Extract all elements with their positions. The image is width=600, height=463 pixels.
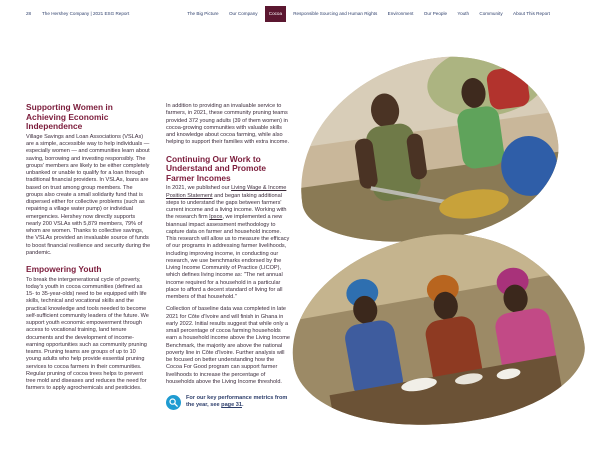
heading-empowering-youth: Empowering Youth: [26, 264, 102, 275]
text-span: In 2021, we published our: [166, 185, 232, 192]
text-span: and began taking additional steps to understand the gaps between farmers' current income and a living income. Working with the research firm: [166, 192, 287, 221]
paragraph-vsla: Village Savings and Loan Associations (VSLAs) are a simple, accessible way to help individuals — especially women — and communities learn about saving, borrowing and investing responsibly. The groups' members are likely to be either completely unbanked or unable to qualify for a loan through traditional financial providers. In VSLAs, loans are based on trust among group members. The groups also create a small solidarity fund that is dispersed either for collective problems (such as repairing a village water pump) or individual emergencies. Hershey now directly supports nearly 200 VSLAs with 5,879 members, 79% of whom are women. Thanks to collective savings, the VSLAs provided an invaluable source of funds to boost financial resilience and security during the pandemic.: [26, 133, 151, 256]
callout-text: [186, 395, 296, 409]
middle-text-column: [166, 103, 290, 391]
left-text-column: [26, 103, 151, 398]
paragraph-living-income: [166, 185, 290, 301]
living-wage-statement-link[interactable]: Living Wage & Income Position Statement: [166, 185, 287, 199]
heading-farmer-incomes: Continuing Our Work to Understand and Promote Farmer Incomes: [166, 153, 267, 183]
paragraph-youth: To break the intergenerational cycle of poverty, today's youth in cocoa communities (defined as 15- to 35-year-olds) need to be equipped with life skills, technical and vocational skills and the practical knowledge and tools needed to become self-sufficient community leaders of the future. We support youth economic empowerment through access to vocational training, land tenure documents and the development of income-earning opportunities such as community pruning teams. Pruning teams are groups of up to 10 young adults who help provide essential pruning services to cocoa farmers in their communities. Regular pruning of cocoa trees helps to prevent tree mold and diseases and reduces the need for farmers to apply agrochemicals and pesticides.: [26, 276, 149, 392]
women-photo-illustration: [276, 212, 595, 449]
nav-item-community[interactable]: Community: [479, 11, 503, 16]
photo-women-cooking: [276, 212, 595, 449]
nav-item-youth[interactable]: Youth: [457, 11, 470, 16]
nav-item-about-report[interactable]: About This Report: [513, 11, 550, 16]
farmers-photo-illustration: [285, 43, 570, 258]
photo-cocoa-farmers: [285, 43, 570, 258]
paragraph-pruning-teams: In addition to providing an invaluable service to farmers, in 2021, these community pruning teams provided 372 young adults (39 of them women) in cocoa-growing communities with valuable skills and knowledge about cocoa farming, while also helping to support their families with extra income.: [166, 103, 290, 146]
section-nav: [182, 6, 555, 22]
nav-item-our-people[interactable]: Our People: [423, 11, 448, 16]
text-span: , we implemented a new biannual impact assessment methodology to capture data on farmer and household income. This research will allow us to measure the efficacy of our programs in addressing farmer livelihoods, including improving income, in conducting our research, we use benchmarks endorsed by the Living Income Community of Practice (LICOP), which defines living income as: "The net annual income required for a household in a particular place to afford a decent standard of living for all members of that household.": [166, 214, 290, 301]
top-navigation-bar: [0, 0, 600, 30]
heading-women-economic-independence: Supporting Women in Achieving Economic Independence: [26, 102, 113, 132]
report-title: The Hershey Company | 2021 ESG Report: [42, 11, 130, 16]
paragraph-baseline-data: Collection of baseline data was completed in late 2021 for Côte d'Ivoire and will finish in Ghana in early 2022. Initial results suggest that while only a small percentage of cocoa farming households earn a household income above the Living Income Benchmark, the majority are above the national poverty line in Côte d'Ivoire. Further analysis will be focused on better understanding how the Cocoa For Good program can support farmer livelihoods to increase the percentage of households above the Living Income threshold.: [166, 306, 290, 385]
nav-item-our-company[interactable]: Our Company: [228, 11, 258, 16]
page-number: 28: [26, 11, 32, 16]
nav-item-responsible-sourcing[interactable]: Responsible Sourcing and Human Rights: [293, 11, 378, 16]
text-span: For our key performance metrics from the year, see: [186, 395, 288, 408]
search-icon: [166, 395, 181, 410]
nav-item-environment[interactable]: Environment: [387, 11, 414, 16]
page-31-link[interactable]: page 31: [221, 402, 242, 408]
nav-item-cocoa[interactable]: Cocoa: [265, 6, 286, 22]
text-span: .: [242, 402, 244, 408]
nav-item-big-picture[interactable]: The Big Picture: [187, 11, 219, 16]
kpi-callout: [166, 395, 296, 410]
ipsos-link[interactable]: Ipsos: [209, 214, 223, 221]
